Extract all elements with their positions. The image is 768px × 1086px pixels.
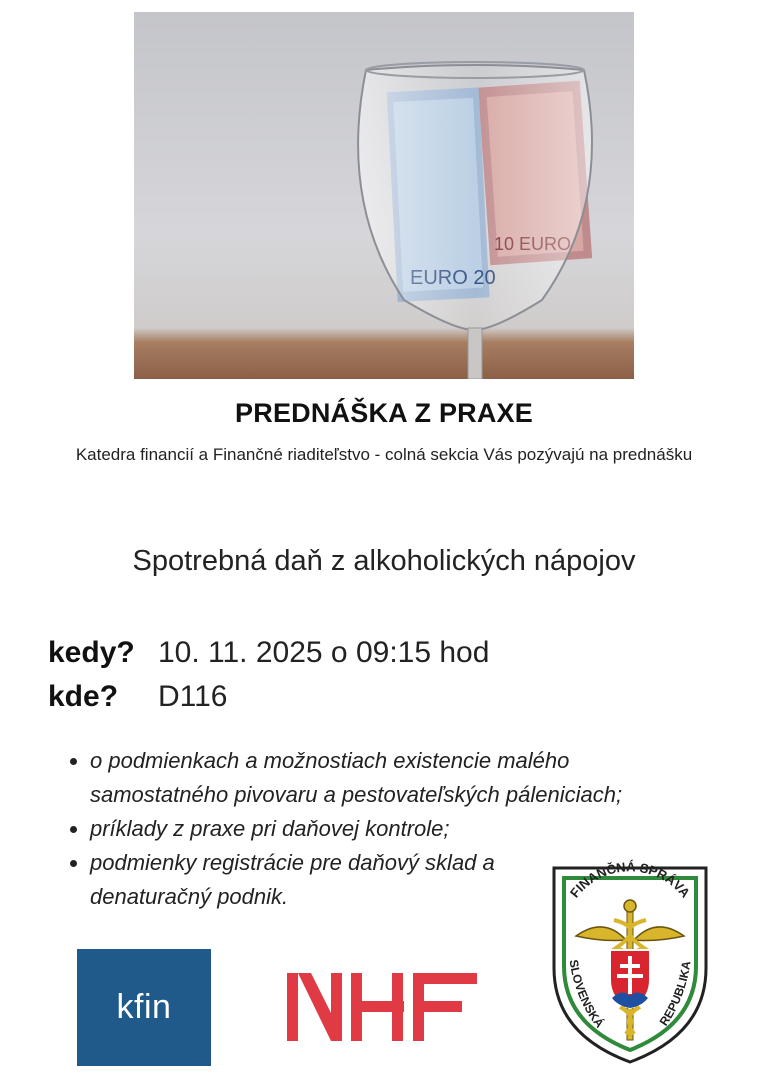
svg-text:FINANČNÁ SPRÁVA: FINANČNÁ SPRÁVA [566,859,694,901]
when-row [48,636,489,670]
svg-text:SLOVENSKÁ: SLOVENSKÁ [566,958,607,1031]
nhf-logo [287,973,477,1041]
kfin-logo [77,949,211,1066]
event-title: PREDNÁŠKA Z PRAXE [235,398,533,428]
financna-sprava-logo [546,858,714,1066]
lecture-topic: Spotrebná daň z alkoholických nápojov [132,545,636,577]
svg-text:REPUBLIKA: REPUBLIKA [656,959,694,1029]
when-label: kedy? [48,636,135,669]
where-row [48,680,228,714]
when-value: 10. 11. 2025 o 09:15 hod [158,636,490,669]
where-value: D116 [158,680,228,713]
where-label: kde? [48,680,119,713]
kfin-logo-text: kfin [116,988,172,1026]
hero-photo [134,12,634,379]
list-item: o podmienkach a možnostiach existencie malého samostatného pivovaru a pestovateľských páleniciach; [70,744,650,812]
invitation-text: Katedra financií a Finančné riaditeľstvo - colná sekcia Vás pozývajú na prednášku [75,445,693,464]
list-item: príklady z praxe pri daňovej kontrole; [70,812,710,846]
list-item: podmienky registrácie pre daňový sklad a denaturačný podnik. [70,846,540,914]
